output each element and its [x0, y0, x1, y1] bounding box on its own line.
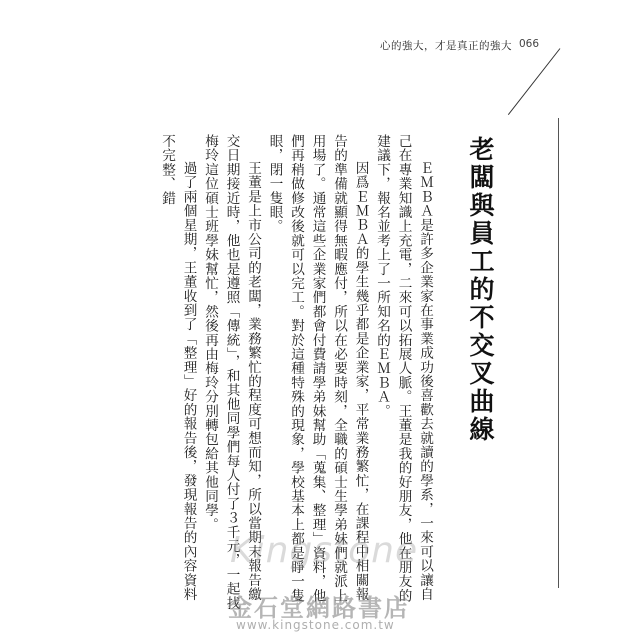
- paragraph: 過了兩個星期，王董收到了「整理」好的報告後，發現報告的內容資料不完整、錯: [159, 134, 197, 602]
- watermark-url: www.kingstone.com.tw: [236, 618, 395, 632]
- chapter-vertical-rule: [558, 118, 559, 588]
- paragraph: 王董是上市公司的老闆，業務繁忙的程度可想而知，所以當期末報告繳交日期接近時，他也是遵照「傳統」，和其他同學們每人付了３千元，一起找梅玲這位碩士班學妹幫忙，然後再由梅玲分別轉包給其他同學。: [202, 134, 261, 610]
- watermark-store-name: 金石堂網路書店: [228, 593, 410, 622]
- chapter-title: 老闆與員工的不交叉曲線: [466, 136, 495, 444]
- page-number: 066: [518, 38, 539, 50]
- header-diagonal-rule: [508, 48, 561, 115]
- paragraph: ＥＭＢＡ是許多企業家在事業成功後喜歡去就讀的學系，一來可以讓自己在專業知識上充電，二來可以拓展人脈。王董是我的好朋友，他在朋友的建議下，報名並考上了一所知名的ＥＭＢＡ。: [374, 134, 433, 603]
- paragraph: 因爲ＥＭＢＡ的學生幾乎都是企業家，平常業務繁忙，在課程中相關報告的準備就顯得無暇應付，所以在必要時刻，全職的碩士生學弟妹們就派上用場了。通常這些企業家們都會付費請學弟妹幫助「蒐集、整理」資料，他們再稍做修改後就可以完工。對於這種特殊的現象，學校基本上都是睜一隻眼，閉一隻眼。: [266, 134, 369, 603]
- watermark-logo: Kingstone: [230, 530, 419, 571]
- running-head: 心的強大，才是真正的強大: [380, 40, 512, 52]
